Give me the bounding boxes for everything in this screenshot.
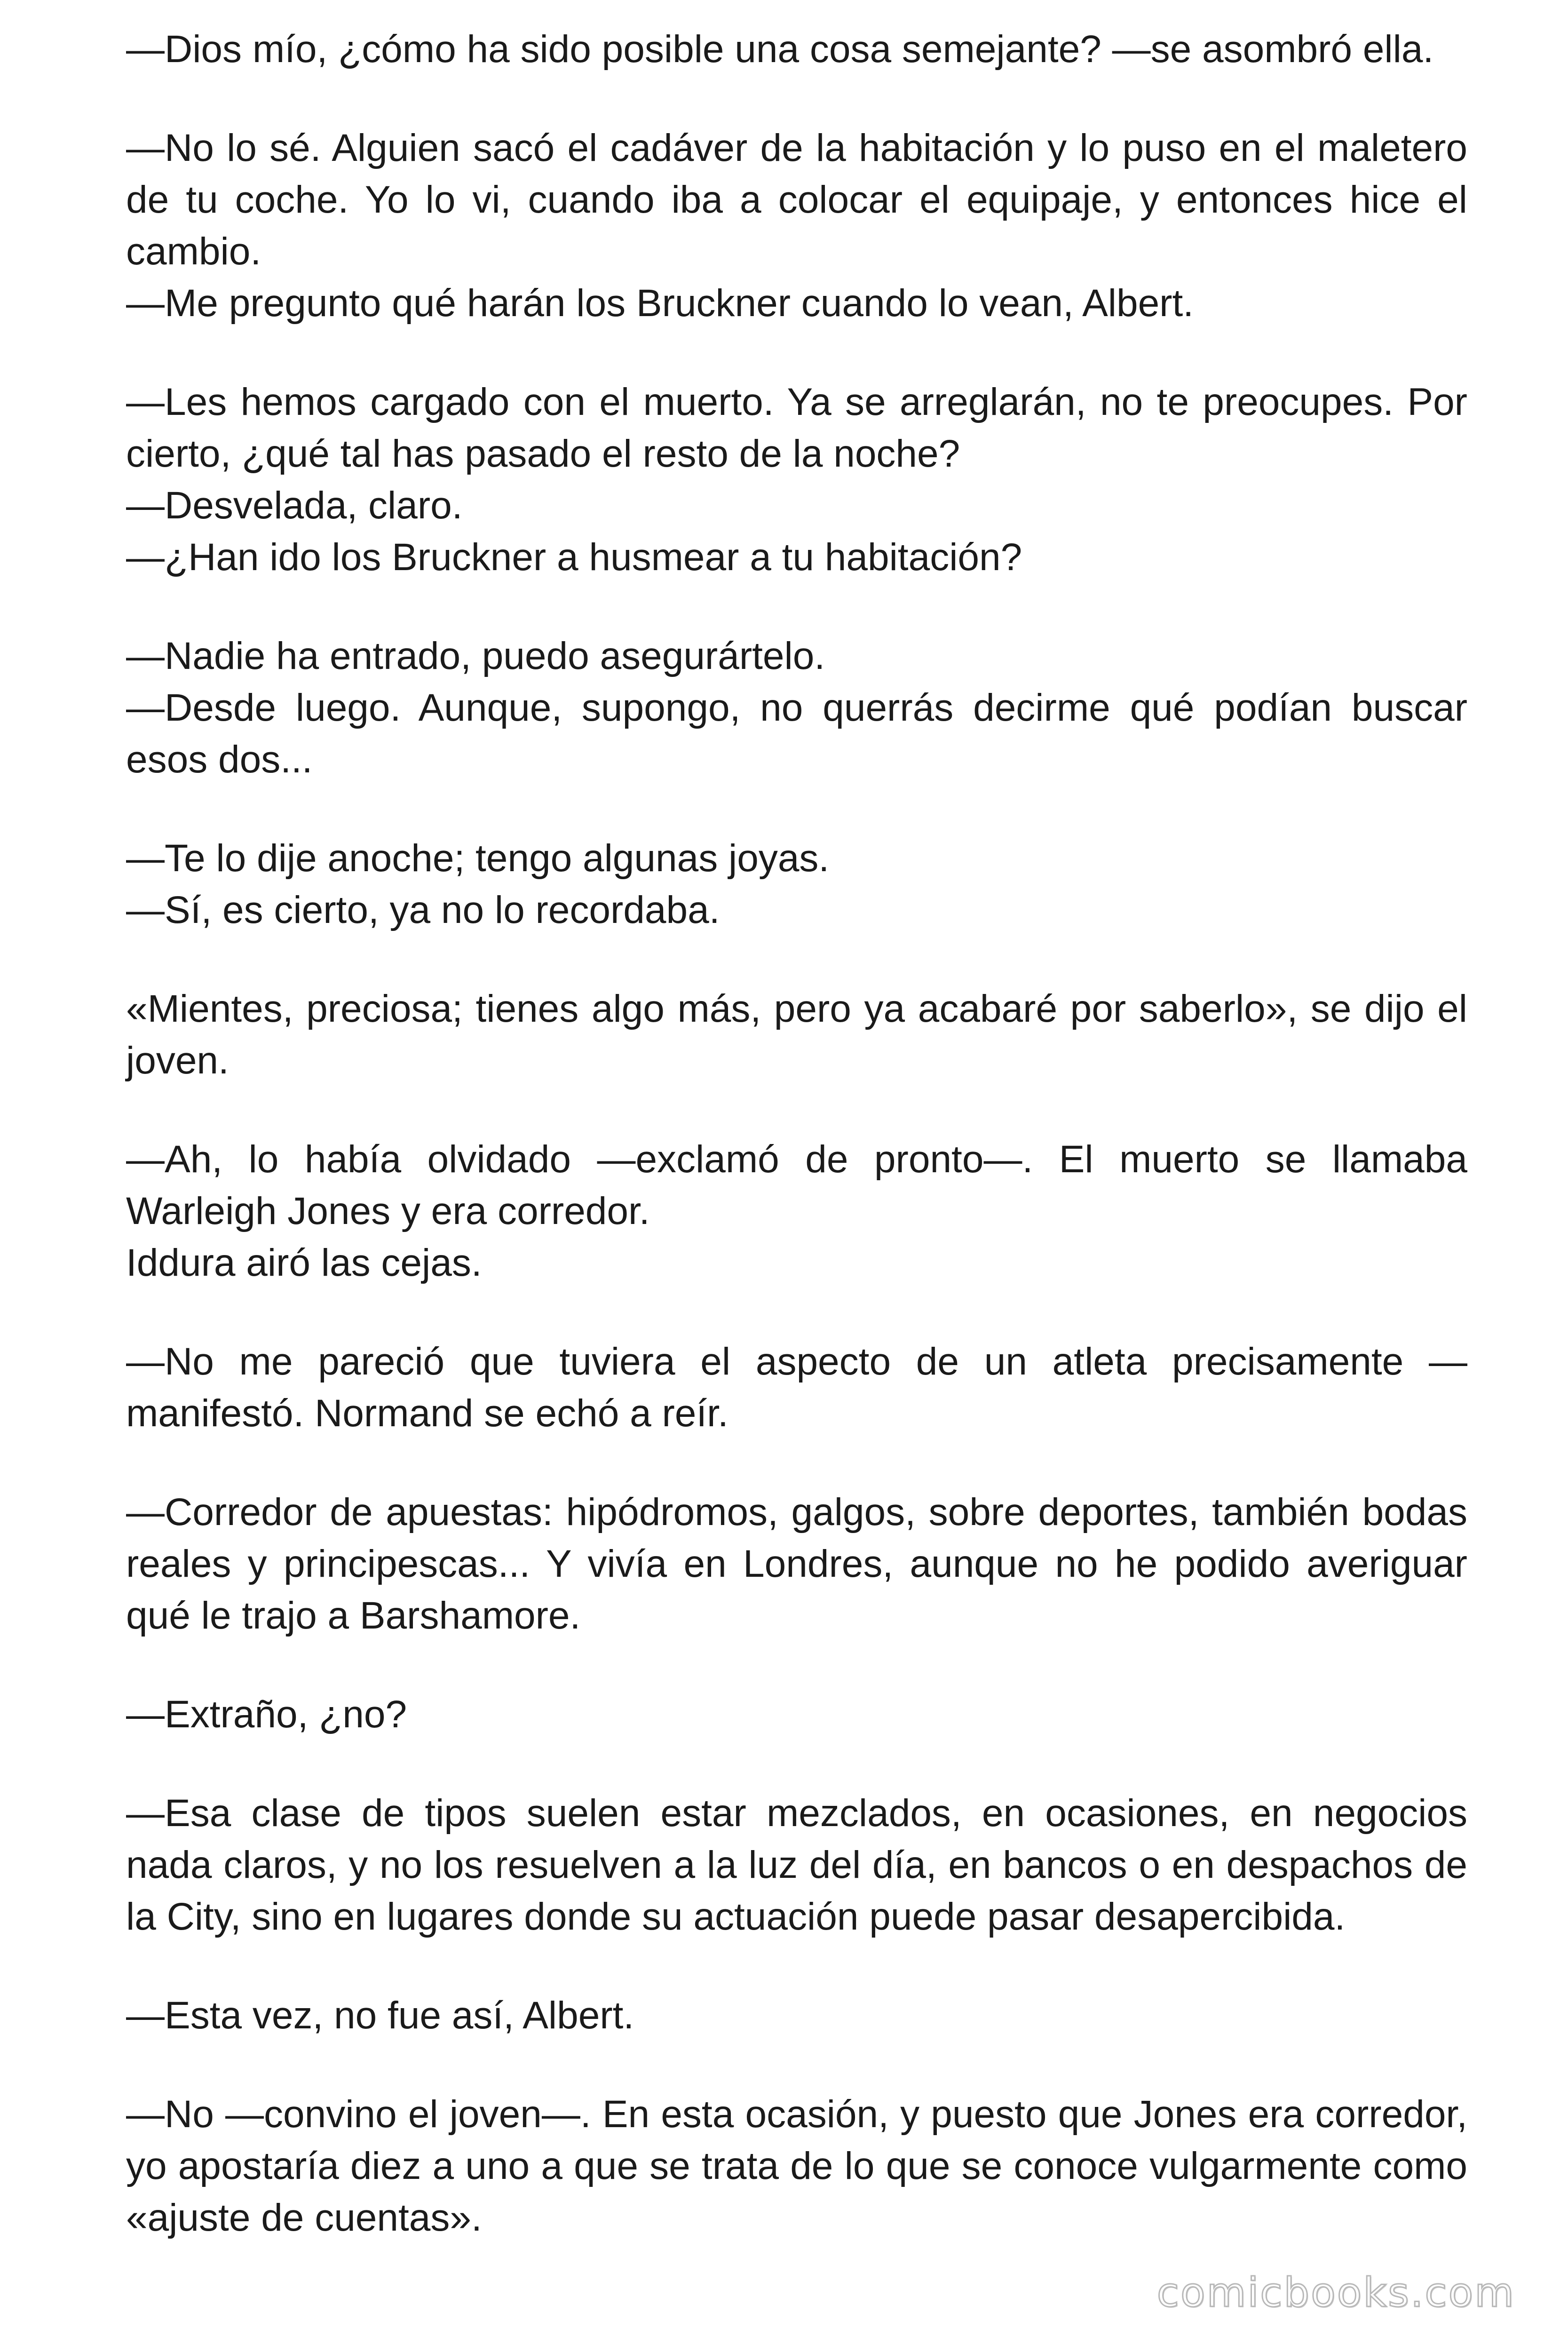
paragraph-12: —Ah, lo había olvidado —exclamó de pronto—. El muerto se llamaba Warleigh Jones y era corredor. [126, 1138, 1467, 1232]
document-page [126, 24, 1467, 2244]
paragraph-4: —Les hemos cargado con el muerto. Ya se arreglarán, no te preocupes. Por cierto, ¿qué tal has pasado el resto de la noche? [126, 381, 1467, 475]
paragraph-10: —Sí, es cierto, ya no lo recordaba. [126, 889, 720, 931]
paragraph-11: «Mientes, preciosa; tienes algo más, pero ya acabaré por saberlo», se dijo el joven. [126, 987, 1467, 1082]
paragraph-5: —Desvelada, claro. [126, 484, 463, 527]
paragraph-1: —Dios mío, ¿cómo ha sido posible una cosa semejante? —se asombró ella. [126, 28, 1434, 71]
paragraph-19: —No —convino el joven—. En esta ocasión, y puesto que Jones era corredor, yo apostaría diez a uno a que se trata de lo que se conoce vulgarmente como «ajuste de cuentas». [126, 2093, 1467, 2239]
paragraph-14: —No me pareció que tuviera el aspecto de un atleta precisamente —manifestó. Normand se echó a reír. [126, 1340, 1467, 1435]
watermark-logo: comicbooks.com [1156, 2269, 1515, 2316]
paragraph-16: —Extraño, ¿no? [126, 1693, 407, 1736]
paragraph-17: —Esa clase de tipos suelen estar mezclados, en ocasiones, en negocios nada claros, y no los resuelven a la luz del día, en bancos o en despachos de la City, sino en lugares donde su actuación puede pasar desapercibida. [126, 1792, 1467, 1938]
paragraph-8: —Desde luego. Aunque, supongo, no querrás decirme qué podían buscar esos dos... [126, 686, 1467, 781]
paragraph-2: —No lo sé. Alguien sacó el cadáver de la habitación y lo puso en el maletero de tu coche. Yo lo vi, cuando iba a colocar el equipaje, y entonces hice el cambio. [126, 127, 1467, 273]
paragraph-7: —Nadie ha entrado, puedo asegurártelo. [126, 635, 825, 677]
paragraph-3: —Me pregunto qué harán los Bruckner cuando lo vean, Albert. [126, 282, 1194, 325]
paragraph-6: —¿Han ido los Bruckner a husmear a tu habitación? [126, 536, 1022, 579]
paragraph-18: —Esta vez, no fue así, Albert. [126, 1994, 634, 2037]
paragraph-9: —Te lo dije anoche; tengo algunas joyas. [126, 837, 830, 880]
paragraph-13: Iddura airó las cejas. [126, 1241, 482, 1284]
paragraph-15: —Corredor de apuestas: hipódromos, galgos, sobre deportes, también bodas reales y principescas... Y vivía en Londres, aunque no he podido averiguar qué le trajo a Barshamore. [126, 1491, 1467, 1637]
